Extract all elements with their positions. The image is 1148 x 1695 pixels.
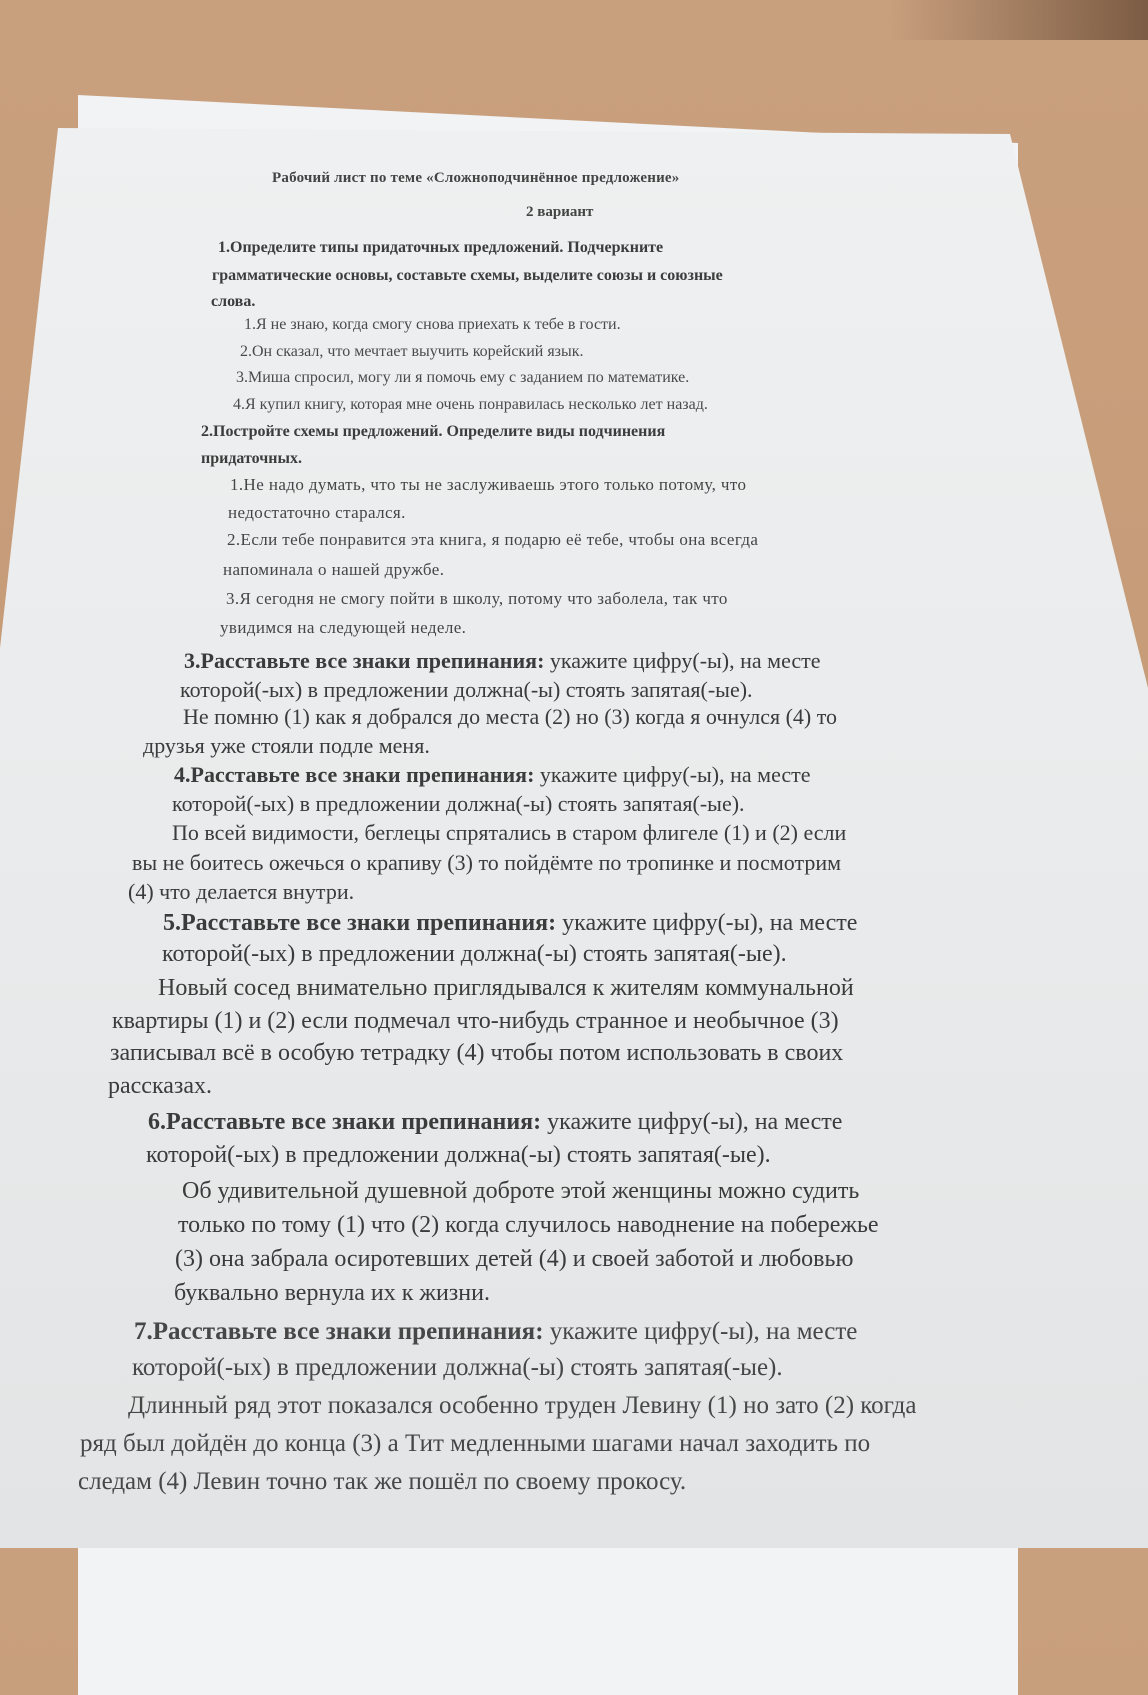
task-instruction: [163, 910, 857, 937]
task-heading: придаточных.: [201, 450, 302, 467]
sentence-line: квартиры (1) и (2) если подмечал что-нибудь странное и необычное (3): [112, 1008, 839, 1034]
sentence-line: следам (4) Левин точно так же пошёл по своему прокосу.: [78, 1468, 687, 1495]
sentence-line: (4) что делается внутри.: [128, 879, 355, 904]
task-instruction-line2: которой(-ых) в предложении должна(-ы) стоять запятая(-ые).: [172, 791, 745, 816]
sentence-line: друзья уже стояли подле меня.: [143, 733, 430, 758]
task-heading: грамматические основы, составьте схемы, выделите союзы и союзные: [212, 267, 723, 284]
sentence-line: Не помню (1) как я добрался до места (2) но (3) когда я очнулся (4) то: [183, 704, 838, 729]
task-instruction: [184, 648, 821, 674]
task-heading: 1.Определите типы придаточных предложений. Подчеркните: [218, 239, 664, 256]
task-instruction: [148, 1109, 842, 1136]
sentence-line: 1.Не надо думать, что ты не заслуживаешь этого только потому, что: [230, 475, 747, 494]
task-instruction-line2: которой(-ых) в предложении должна(-ы) стоять запятая(-ые).: [146, 1142, 771, 1168]
task-instruction-line2: которой(-ых) в предложении должна(-ы) стоять запятая(-ые).: [132, 1354, 783, 1381]
task-number: 3.Расставьте все знаки препинания:: [184, 648, 545, 673]
sentence-item: 4.Я купил книгу, которая мне очень понравилась несколько лет назад.: [233, 396, 708, 413]
sentence-line: рассказах.: [108, 1073, 213, 1099]
task-instruction: [174, 762, 811, 788]
task-number: 5.Расставьте все знаки препинания:: [163, 910, 557, 936]
task-number: 7.Расставьте все знаки препинания:: [134, 1318, 544, 1345]
variant-label: 2 вариант: [526, 204, 594, 220]
sentence-line: 3.Я сегодня не смогу пойти в школу, потому что заболела, так что: [226, 589, 728, 608]
task-heading: 2.Постройте схемы предложений. Определите виды подчинения: [201, 423, 666, 440]
sentence-line: увидимся на следующей неделе.: [220, 618, 467, 637]
task-instruction-line2: которой(-ых) в предложении должна(-ы) стоять запятая(-ые).: [162, 941, 787, 967]
sentence-line: вы не боитесь ожечься о крапиву (3) то пойдёмте по тропинке и посмотрим: [132, 850, 842, 875]
sentence-line: 2.Если тебе понравится эта книга, я подарю её тебе, чтобы она всегда: [227, 530, 759, 549]
task-instruction: [134, 1318, 857, 1346]
instruction-text: укажите цифру(-ы), на месте: [556, 910, 858, 936]
task-instruction-line2: которой(-ых) в предложении должна(-ы) стоять запятая(-ые).: [180, 677, 753, 702]
task-heading: слова.: [211, 293, 256, 310]
sentence-line: записывал всё в особую тетрадку (4) чтобы потом использовать в своих: [110, 1040, 844, 1066]
sentence-line: Новый сосед внимательно приглядывался к жителям коммунальной: [158, 975, 854, 1001]
sentence-item: 2.Он сказал, что мечтает выучить корейский язык.: [240, 343, 584, 360]
instruction-text: укажите цифру(-ы), на месте: [544, 648, 821, 673]
instruction-text: укажите цифру(-ы), на месте: [541, 1109, 843, 1135]
sentence-line: только по тому (1) что (2) когда случилось наводнение на побережье: [178, 1212, 879, 1238]
task-number: 4.Расставьте все знаки препинания:: [174, 762, 535, 787]
sentence-line: (3) она забрала осиротевших детей (4) и своей заботой и любовью: [175, 1246, 854, 1272]
sentence-line: ряд был дойдён до конца (3) а Тит медленными шагами начал заходить по: [80, 1430, 871, 1457]
sentence-line: буквально вернула их к жизни.: [174, 1280, 490, 1306]
instruction-text: укажите цифру(-ы), на месте: [534, 762, 811, 787]
worksheet-title: Рабочий лист по теме «Сложноподчинённое предложение»: [272, 170, 680, 186]
sentence-item: 3.Миша спросил, могу ли я помочь ему с заданием по математике.: [236, 369, 690, 386]
sentence-line: напоминала о нашей дружбе.: [223, 560, 445, 579]
sentence-line: Об удивительной душевной доброте этой женщины можно судить: [182, 1178, 860, 1204]
instruction-text: укажите цифру(-ы), на месте: [543, 1318, 858, 1345]
task-number: 6.Расставьте все знаки препинания:: [148, 1109, 542, 1135]
sentence-line: По всей видимости, беглецы спрятались в старом флигеле (1) и (2) если: [172, 820, 847, 845]
sentence-line: Длинный ряд этот показался особенно труден Левину (1) но зато (2) когда: [128, 1392, 917, 1419]
sentence-line: недостаточно старался.: [228, 503, 406, 522]
sentence-item: 1.Я не знаю, когда смогу снова приехать к тебе в гости.: [244, 316, 621, 333]
